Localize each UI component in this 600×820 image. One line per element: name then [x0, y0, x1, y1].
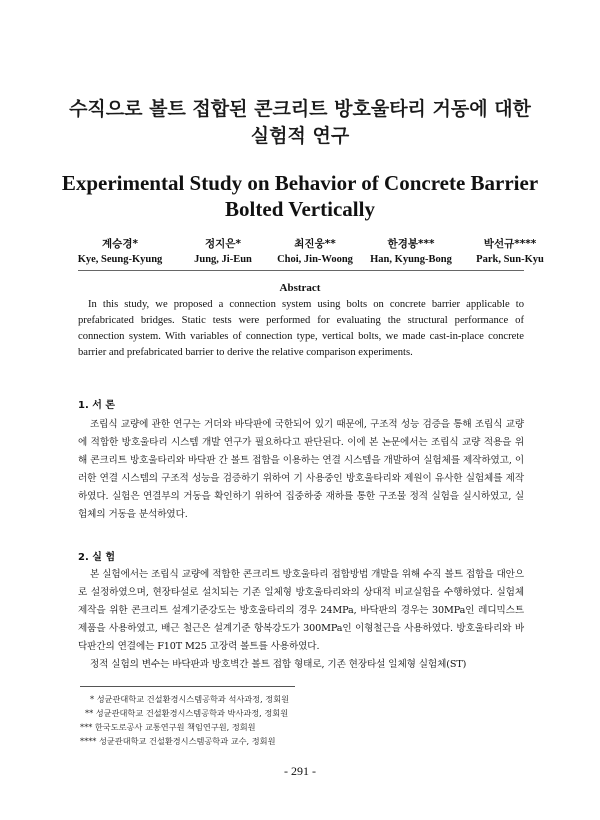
section-2-heading: 2. 실 험	[78, 552, 116, 563]
author-name-english: Park, Sun-Kyu	[476, 254, 544, 265]
footnotes	[80, 692, 500, 748]
title-english-line-1: Experimental Study on Behavior of Concrete Barrier	[61, 171, 539, 195]
author-divider	[78, 270, 524, 271]
page-number: - 291 -	[284, 764, 316, 778]
section-1-paragraph: 조립식 교량에 관한 연구는 거더와 바닥판에 국한되어 있기 때문에, 구조적 성능 검증을 통해 조립식 교량에 적합한 방호울타리 시스템 개발 연구가 필요하다고 판단된다. 이에 본 논문에서는 조립식 교량 적용을 위해 콘크리트 방호울타리와 바닥판 간 볼트 접합을 이용하는 연결 시스템을 개발하여 실험체를 제작하였고, 이러한 연결 시스템의 구조적 성능을 검증하기 위하여 기 사용중인 방호울타리와 제원이 유사한 실험체를 제작하였다. 실험은 연결부의 거동을 확인하기 위하여 집중하중 재하를 통한 구조물 정적 실험을 실시하였고, 실험체의 거동을 분석하였다.	[78, 419, 524, 520]
author-name-korean: 박선규****	[483, 238, 537, 250]
footnote-2: ** 성균관대학교 건설환경시스템공학과 박사과정, 정회원	[85, 708, 289, 718]
footnote-1: * 성균관대학교 건설환경시스템공학과 석사과정, 정회원	[90, 694, 290, 704]
section-1-heading: 1. 서 론	[78, 400, 116, 411]
author-name-english: Jung, Ji-Eun	[194, 254, 252, 265]
footnote-divider	[80, 686, 295, 687]
footnote-3: *** 한국도로공사 교통연구원 책임연구원, 정회원	[80, 722, 256, 732]
section-2-paragraph-2: 정적 실험의 변수는 바닥판과 방호벽간 볼트 접합 형태로, 기존 현장타설 일체형 실험체(ST)	[90, 659, 467, 670]
author-name-english: Kye, Seung-Kyung	[77, 254, 163, 265]
title-english-line-2: Bolted Vertically	[225, 197, 375, 221]
title-korean	[0, 96, 600, 150]
author-name-korean: 계승경*	[102, 238, 138, 250]
abstract-heading: Abstract	[279, 282, 321, 294]
author-5	[445, 236, 575, 268]
title-korean-line-1: 수직으로 볼트 접합된 콘크리트 방호울타리 거동에 대한	[69, 98, 531, 120]
footnote-4: **** 성균관대학교 건설환경시스템공학과 교수, 정회원	[80, 736, 276, 746]
author-name-korean: 한경봉***	[387, 238, 435, 250]
abstract-text: In this study, we proposed a connection system using bolts on concrete barrier applicable to prefabricated bridges. Static tests were performed for evaluating the structural performance of connection system. With variables of connection type, vertical bolts, we made cast-in-place concrete barrier and prefabricated barrier to derive the relative comparison experiments.	[78, 299, 524, 358]
title-english	[0, 170, 600, 222]
title-korean-line-2: 실험적 연구	[250, 125, 350, 147]
author-name-english: Choi, Jin-Woong	[277, 254, 353, 265]
author-name-korean: 최진웅**	[294, 238, 336, 250]
author-name-korean: 정지은*	[205, 238, 241, 250]
author-name-english: Han, Kyung-Bong	[370, 254, 452, 265]
section-2-paragraph: 본 실험에서는 조립식 교량에 적합한 콘크리트 방호울타리 접합방법 개발을 위해 수직 볼트 접합을 대안으로 설정하였으며, 현장타설로 설치되는 기존 일체형 방호울타리와의 상대적 비교실험을 수행하였다. 실험체 제작을 위한 콘크리트 설계기준강도는 방호울타리의 경우 24MPa, 바닥판의 경우는 30MPa인 레디믹스트 제품을 사용하였고, 배근 철근은 설계기준 항복강도가 300MPa인 이형철근을 사용하였다. 방호울타리와 바닥판간의 연결에는 F10T M25 고장력 볼트를 사용하였다.	[78, 569, 524, 652]
